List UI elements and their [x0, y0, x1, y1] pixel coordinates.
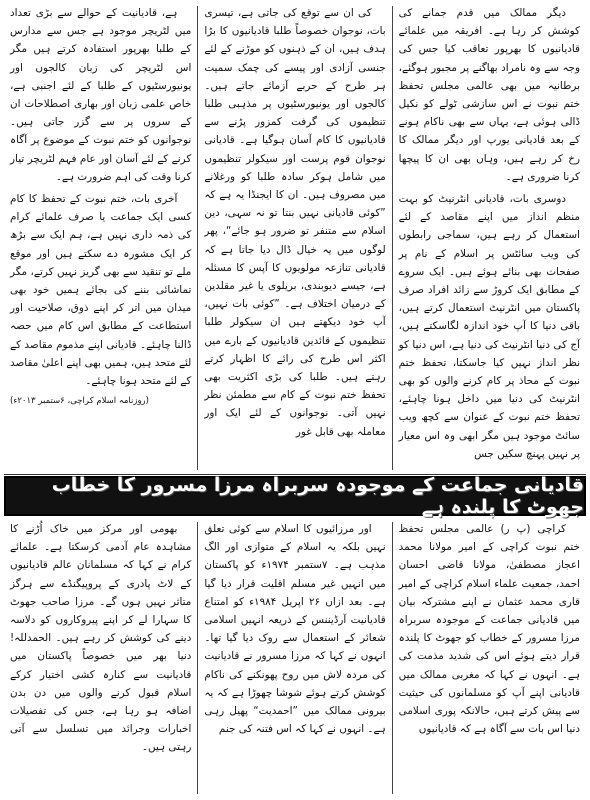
headline-banner: [4, 476, 586, 516]
paragraph: آخری بات، ختم نبوت کے تحفظ کا کام کسی ایک جماعت یا صرف علمائے کرام کی ذمہ داری نہیں ہے، ہم ایک سے بڑھ کر ایک مشورہ دے سکتے ہیں اور موقع ملے تو تنقید سے بھی گریز نہیں کرتے، مگر تماشائی بننے کی بجائے ہمیں خود بھی میدان میں اتر کر اپنے ذوق، صلاحیت اور استطاعت کے مطابق اس کام میں حصہ ڈالنا چاہئے۔ قادیانی اپنے مذموم مقاصد کے لئے متحد ہیں، ہمیں بھی اپنے اعلیٰ مقاصد کے لئے متحد ہونا چاہئے۔: [10, 193, 192, 388]
bottom-column-1: [393, 520, 586, 796]
paragraph: دیگر ممالک میں قدم جمانے کی کوشش کر رہا ہے۔ افریقہ میں علمائے قادیانیوں کا بھرپور تعاقب کیا جس کی وجہ سے وہ نامراد بھاگنے پر مجبور ہوگئے، برطانیہ میں بھی عالمی مجلس تحفظ ختم نبوت نے اس سازشی ٹولے کو نکیل ڈالی ہوئی ہے، یہاں سے بھی ناکام ہونے کے بعد قادیانی یورپ اور دیگر ممالک کا رخ کر رہے ہیں، وہاں بھی ان کا پیچھا کرنا ضروری ہے۔: [398, 7, 580, 183]
top-column-2: [198, 4, 391, 472]
paragraph: کراچی (پ ر) عالمی مجلس تحفظ ختم نبوت کراچی کے امیر مولانا محمد اعجاز مصطفیٰ، مولانا قاضی احسان احمد، جمعیت علماء اسلام کراچی کے امیر قاری محمد عثمان نے اپنے مشترکہ بیان میں قادیانی جماعت کے موجودہ سربراہ مرزا مسرور کے خطاب کو جھوٹ کا پلندہ قرار دیتے ہوئے اس کی شدید مذمت کی ہے۔ انہوں نے کہا کہ مغربی ممالک میں قادیانی اپنے آپ کو مسلمانوں کی حیثیت سے پیش کرتے ہیں، حالانکہ پوری اسلامی دنیا اس بات سے آگاہ ہے کہ قادیانیوں: [398, 523, 580, 736]
article-source: (روزنامہ اسلام کراچی، ۶ستمبر ۲۰۱۳ء): [10, 396, 149, 407]
bottom-column-3: [4, 520, 197, 796]
top-column-3: [4, 4, 197, 472]
paragraph: ہے، قادیانیت کے حوالے سے بڑی تعداد میں لٹریچر موجود ہے جس سے مدارس کے طلبا بھرپور استفادہ کرتے ہیں مگر اس لٹریچر کی زبان کالجوں اور یونیورسٹیوں کے طلبا کے لئے اجنبی ہے، خاص علمی زبان اور بھاری اصطلاحات ان کے سروں پر سے گزر جاتی ہیں۔ نوجوانوں کو ختم نبوت کے موضوع پر آگاہ کرنے کے لئے آسان اور عام فہم لٹریچر تیار کرنا وقت کی اہم ضرورت ہے۔: [10, 7, 192, 183]
paragraph: بھومی اور مرکز میں خاک اُڑنے کا مشاہدہ عام آدمی کرسکتا ہے۔ علمائے کرام نے کہا کہ مسلمانان عالم قادیانیوں کے لاٹ پادری کے پروپیگنڈے سے ہرگز متاثر نہیں ہوں گے۔ مرزا صاحب جھوٹ کا سہارا لے کر اپنے پیروکاروں کو دلاسہ دینے کی کوشش کر رہے ہیں۔ الحمدللہ! دنیا بھر میں خصوصاً پاکستان میں قادیانیت سے کنارہ کشی اختیار کرکے اسلام قبول کرنے والوں میں دن بدن اضافہ ہو رہا ہے، جس کی تفصیلات اخبارات وجرائد میں تسلسل سے آتی رہتی ہیں۔: [10, 523, 192, 754]
top-article-columns: [4, 4, 586, 472]
paragraph: کی ان سے توقع کی جاتی ہے، تیسری بات، نوجوان خصوصاً طلبا قادیانیوں کا بڑا ہدف ہیں، ان کے ذہنوں کو موڑنے کے لئے جنسی آزادی اور پیسے کی چمک سمیت ہر طرح کے حربے آزمائے جاتے ہیں۔ کالجوں اور یونیورسٹیوں پر مذہبی طلبا تنظیموں کی گرفت کمزور پڑنے سے قادیانیوں کا کام آسان ہوگیا ہے۔ قادیانی نوجوان قوم پرست اور سیکولر تنظیموں میں شامل ہوکر سادہ طلبا کو ورغلانے میں مصروف ہیں۔ ان کا ایجنڈا یہ ہے کہ ”کوئی قادیانی نہیں بنتا تو نہ سہی، دین اسلام سے متنفر تو ضرور ہو جائے“، پھر لوگوں میں یہ خیال ڈال دیا جاتا ہے کہ قادیانی تنازعہ مولویوں کا آپس کا مسئلہ ہے، جیسے دیوبندی، بریلوی یا غیر مقلدین کے درمیان اختلاف ہے۔ ”کوئی بات نہیں، آپ خود دیکھتے ہیں ان سیکولر طلبا تنظیموں کے قائدین قادیانیوں کے بارے میں اکثر اس طرح کی رائے کا اظہار کرتے رہتے ہیں۔ طلبا کی بڑی اکثریت بھی تحفظ ختم نبوت کے کام سے مطمئن نظر نہیں آتی۔ نوجوانوں کے لئے ایک اور معاملہ بھی قابل غور: [204, 7, 386, 438]
top-column-1: [393, 4, 586, 472]
paragraph: دوسری بات، قادیانی انٹرنیٹ کو بہت منظم انداز میں اپنے مقاصد کے لئے استعمال کر رہے ہیں، سماجی رابطوں کی ویب سائٹس پر اسلام کے نام پر صفحات بھی بنائے ہوئے ہیں۔ ایک سروے کے مطابق ایک کروڑ سے زائد افراد صرف پاکستان میں انٹرنیٹ استعمال کرتے ہیں، باقی دنیا کا آپ خود اندازہ لگاسکتے ہیں، آج کی دنیا انٹرنیٹ کی دنیا ہے، اس دنیا کو نظر انداز نہیں کیا جاسکتا، تحفظ ختم نبوت کے محاذ پر کام کرنے والوں کو بھی انٹرنیٹ کی دنیا میں داخل ہونا چاہئے، تحفظ ختم نبوت کے عنوان سے کچھ ویب سائٹ موجود ہیں مگر ابھی وہ اس معیار پر نہیں پہنچ سکیں جس: [398, 193, 580, 460]
bottom-article-columns: [4, 520, 586, 796]
bottom-column-2: [198, 520, 391, 796]
paragraph: اور مرزائیوں کا اسلام سے کوئی تعلق نہیں بلکہ یہ اسلام کے متوازی اور الگ مذہب ہے۔ ۷ستمبر ۱۹۷۴ء کو پاکستان میں انہیں غیر مسلم اقلیت قرار دیا گیا ہے۔ بعد ازاں ۲۶ اپریل ۱۹۸۴ء کو امتناع قادیانیت آرڈیننس کے ذریعہ انہیں اسلامی شعائر کے استعمال سے روک دیا گیا تھا۔ انہوں نے کہا کہ مرزا مسرور نے قادیانیت کی مردہ لاش میں روح پھونکنے کی ناکام کوشش کرتے ہوئے شوشا چھوڑا ہے کہ یہ بیرونی ممالک میں ”احمدیت“ پھیل رہی ہے۔ انہوں نے کہا کہ اس فتنہ کی جنم: [204, 523, 386, 736]
headline-title: قادیانی جماعت کے موجودہ سربراہ مرزا مسرور کا خطاب جھوٹ کا پلندہ ہے: [51, 474, 584, 518]
